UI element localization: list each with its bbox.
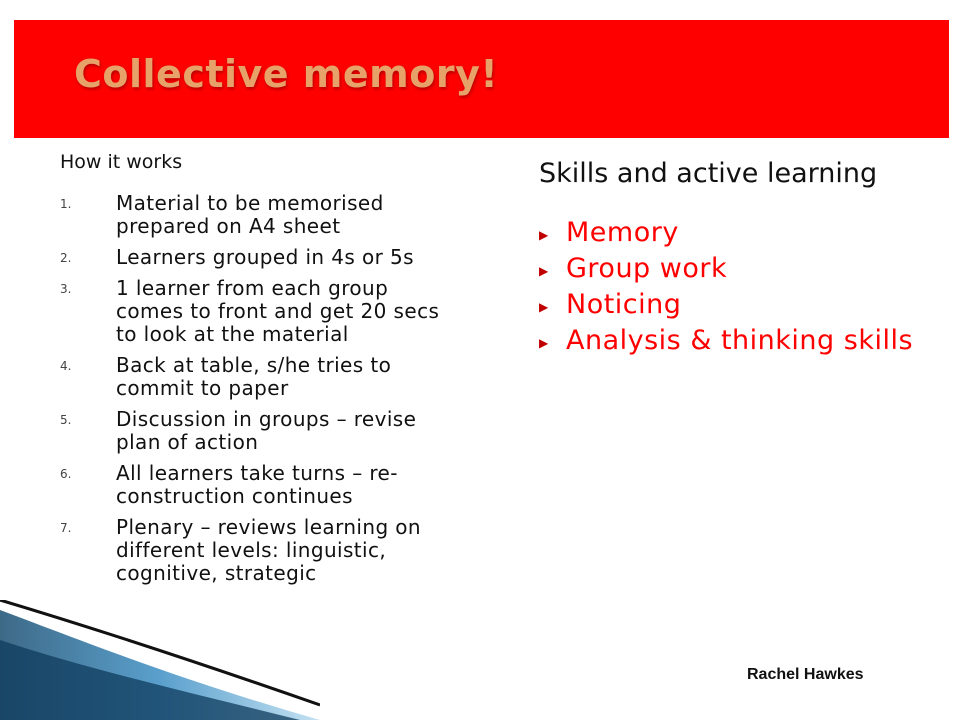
skill-text: Noticing bbox=[566, 289, 682, 320]
arrow-bullet-icon: ▶ bbox=[539, 300, 549, 314]
step-text: All learners take turns – re-construction continues bbox=[116, 461, 398, 508]
step-number: 2. bbox=[60, 251, 72, 265]
skills-list bbox=[539, 216, 929, 358]
skill-text: Analysis & thinking skills bbox=[566, 325, 914, 356]
how-it-works-heading: How it works bbox=[60, 151, 183, 173]
step-item bbox=[60, 408, 460, 454]
step-text: Back at table, s/he tries to commit to paper bbox=[116, 353, 392, 400]
step-text: Material to be memorised prepared on A4 sheet bbox=[116, 191, 384, 238]
step-item bbox=[60, 192, 460, 238]
skills-section bbox=[539, 156, 929, 360]
blue-wave-decoration bbox=[0, 600, 320, 720]
skills-heading: Skills and active learning bbox=[539, 158, 878, 189]
skill-item bbox=[539, 324, 929, 358]
step-text: Discussion in groups – revise plan of action bbox=[116, 407, 417, 454]
steps-list bbox=[60, 192, 460, 585]
arrow-bullet-icon: ▶ bbox=[539, 228, 549, 242]
step-text: 1 learner from each group comes to front and get 20 secs to look at the material bbox=[116, 276, 440, 346]
step-item bbox=[60, 354, 460, 400]
slide-title: Collective memory! bbox=[74, 52, 499, 96]
step-number: 3. bbox=[60, 282, 72, 296]
arrow-bullet-icon: ▶ bbox=[539, 264, 549, 278]
step-text: Learners grouped in 4s or 5s bbox=[116, 245, 414, 269]
step-number: 6. bbox=[60, 467, 72, 481]
step-number: 7. bbox=[60, 521, 72, 535]
skill-text: Group work bbox=[566, 253, 728, 284]
arrow-bullet-icon: ▶ bbox=[539, 336, 549, 350]
step-item bbox=[60, 277, 460, 346]
skill-item bbox=[539, 216, 929, 250]
step-item bbox=[60, 462, 460, 508]
step-number: 5. bbox=[60, 413, 72, 427]
step-number: 1. bbox=[60, 197, 72, 211]
step-text: Plenary – reviews learning on different levels: linguistic, cognitive, strategic bbox=[116, 515, 422, 585]
step-item bbox=[60, 516, 460, 585]
step-item bbox=[60, 246, 460, 269]
skill-text: Memory bbox=[566, 217, 679, 248]
author-credit: Rachel Hawkes bbox=[747, 666, 864, 683]
skill-item bbox=[539, 252, 929, 286]
skill-item bbox=[539, 288, 929, 322]
how-it-works-section bbox=[60, 148, 460, 593]
step-number: 4. bbox=[60, 359, 72, 373]
